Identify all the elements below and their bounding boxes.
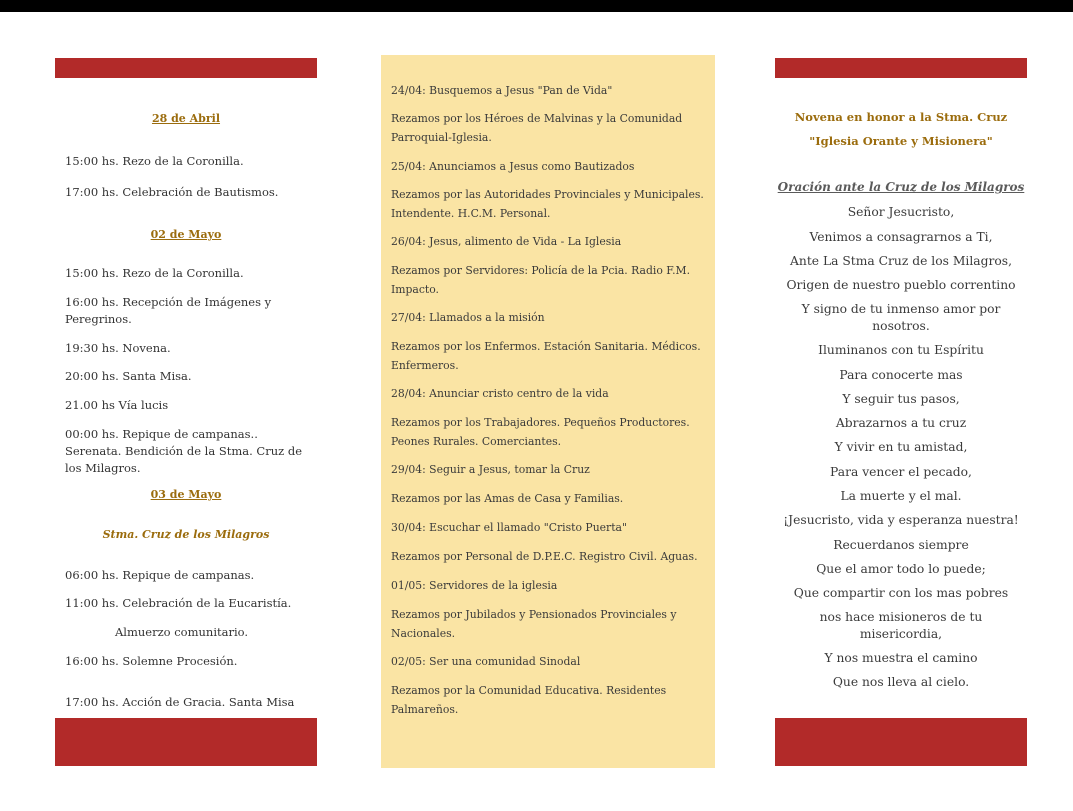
schedule-item: 15:00 hs. Rezo de la Coronilla. bbox=[65, 154, 244, 168]
intention: Rezamos por la Comunidad Educativa. Residentes Palmareños. bbox=[391, 684, 667, 716]
day-title: 26/04: Jesus, alimento de Vida - La Iglesia bbox=[391, 235, 622, 248]
intention: Rezamos por Servidores: Policía de la Pcia. Radio F.M. Impacto. bbox=[391, 264, 690, 296]
prayer-line: Y seguir tus pasos, bbox=[842, 392, 960, 406]
prayer-line: nos hace misioneros de tu misericordia, bbox=[819, 610, 983, 641]
prayer-heading: Oración ante la Cruz de los Milagros bbox=[777, 180, 1025, 194]
intention: Rezamos por Jubilados y Pensionados Provinciales y Nacionales. bbox=[391, 608, 677, 640]
schedule-item: 20:00 hs. Santa Misa. bbox=[65, 369, 192, 383]
left-top-red-bar bbox=[55, 58, 317, 78]
novena-motto: "Iglesia Orante y Misionera" bbox=[809, 134, 993, 148]
day-title: 28/04: Anunciar cristo centro de la vida bbox=[391, 387, 609, 400]
day-title: 29/04: Seguir a Jesus, tomar la Cruz bbox=[391, 463, 590, 476]
prayer-line: ¡Jesucristo, vida y esperanza nuestra! bbox=[783, 513, 1019, 527]
prayer-line: Ante La Stma Cruz de los Milagros, bbox=[790, 254, 1012, 268]
prayer-line: Y vivir en tu amistad, bbox=[834, 440, 968, 454]
intention: Rezamos por Personal de D.P.E.C. Registro Civil. Aguas. bbox=[391, 550, 698, 563]
day-title: 01/05: Servidores de la iglesia bbox=[391, 579, 558, 592]
subtitle: Stma. Cruz de los Milagros bbox=[102, 528, 270, 541]
schedule-item: 16:00 hs. Recepción de Imágenes y Peregrinos. bbox=[65, 295, 272, 326]
prayer-line: Recuerdanos siempre bbox=[833, 538, 969, 552]
prayer-line: Señor Jesucristo, bbox=[847, 205, 955, 219]
prayer-line: Venimos a consagrarnos a Ti, bbox=[809, 230, 993, 244]
prayer-line: Iluminanos con tu Espíritu bbox=[818, 343, 984, 357]
prayer-line: Que compartir con los mas pobres bbox=[793, 586, 1009, 600]
schedule-item: 06:00 hs. Repique de campanas. bbox=[65, 568, 255, 582]
prayer-line: La muerte y el mal. bbox=[840, 489, 962, 503]
schedule-item: 00:00 hs. Repique de campanas.. Serenata. Bendición de la Stma. Cruz de los Milagros. bbox=[65, 427, 303, 475]
intention: Rezamos por los Héroes de Malvinas y la Comunidad Parroquial-Iglesia. bbox=[391, 112, 683, 144]
prayer-line: Abrazarnos a tu cruz bbox=[835, 416, 967, 430]
day-title: 27/04: Llamados a la misión bbox=[391, 311, 545, 324]
right-top-red-bar bbox=[775, 58, 1027, 78]
intention: Rezamos por las Amas de Casa y Familias. bbox=[391, 492, 624, 505]
date-heading: 28 de Abril bbox=[151, 112, 221, 125]
prayer-line: Para conocerte mas bbox=[839, 368, 963, 382]
schedule-item: Almuerzo comunitario. bbox=[115, 625, 249, 639]
day-title: 30/04: Escuchar el llamado "Cristo Puerta" bbox=[391, 521, 627, 534]
intention: Rezamos por los Enfermos. Estación Sanitaria. Médicos. Enfermeros. bbox=[391, 340, 701, 372]
date-heading: 03 de Mayo bbox=[150, 488, 222, 501]
prayer-line: Que nos lleva al cielo. bbox=[832, 675, 970, 689]
day-title: 02/05: Ser una comunidad Sinodal bbox=[391, 655, 581, 668]
schedule-item: 21.00 hs Vía lucis bbox=[65, 398, 169, 412]
right-bottom-red-bar bbox=[775, 718, 1027, 766]
schedule-item: 17:00 hs. Acción de Gracia. Santa Misa bbox=[65, 695, 295, 709]
top-black-strip bbox=[0, 0, 1073, 12]
intention: Rezamos por los Trabajadores. Pequeños Productores. Peones Rurales. Comerciantes. bbox=[391, 416, 690, 448]
schedule-item: 11:00 hs. Celebración de la Eucaristía. bbox=[65, 596, 292, 610]
schedule-item: 15:00 hs. Rezo de la Coronilla. bbox=[65, 266, 244, 280]
day-title: 24/04: Busquemos a Jesus "Pan de Vida" bbox=[391, 84, 613, 97]
day-title: 25/04: Anunciamos a Jesus como Bautizados bbox=[391, 160, 635, 173]
date-heading: 02 de Mayo bbox=[150, 228, 222, 241]
left-bottom-red-bar bbox=[55, 718, 317, 766]
schedule-item: 16:00 hs. Solemne Procesión. bbox=[65, 654, 238, 668]
prayer-line: Y signo de tu inmenso amor por nosotros. bbox=[801, 302, 1001, 333]
schedule-item: 19:30 hs. Novena. bbox=[65, 341, 171, 355]
novena-intentions-column bbox=[381, 55, 715, 768]
prayer-line: Que el amor todo lo puede; bbox=[816, 562, 986, 576]
prayer-line: Para vencer el pecado, bbox=[830, 465, 972, 479]
intention: Rezamos por las Autoridades Provinciales y Municipales. Intendente. H.C.M. Personal. bbox=[391, 188, 704, 220]
prayer-line: Origen de nuestro pueblo correntino bbox=[786, 278, 1016, 292]
schedule-item: 17:00 hs. Celebración de Bautismos. bbox=[65, 185, 279, 199]
prayer-line: Y nos muestra el camino bbox=[824, 651, 978, 665]
novena-title: Novena en honor a la Stma. Cruz bbox=[794, 110, 1008, 124]
